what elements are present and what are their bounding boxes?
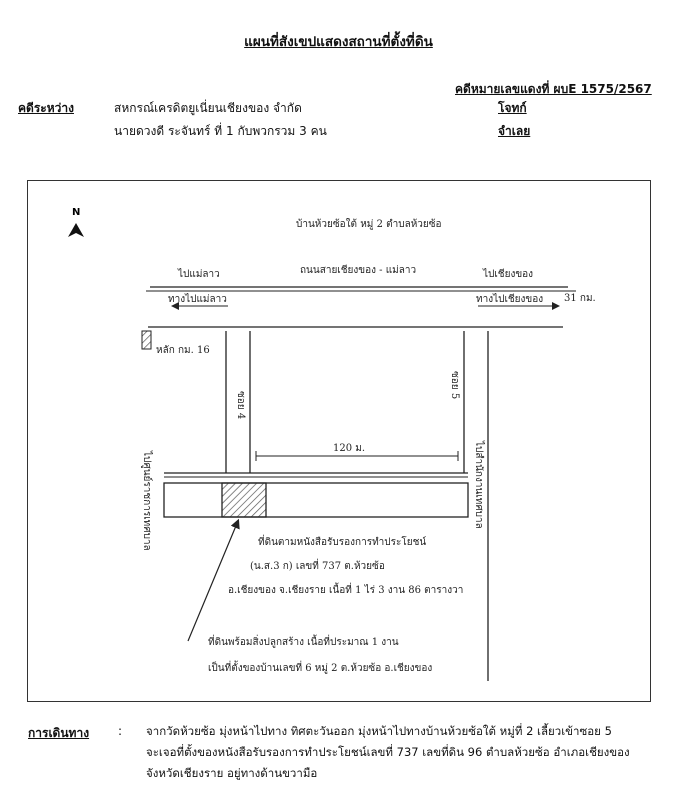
directions-text bbox=[146, 721, 646, 784]
pointer-arrow-icon bbox=[188, 521, 238, 641]
page-title: แผนที่สังเขปแสดงสถานที่ตั้งที่ดิน bbox=[244, 34, 433, 50]
defendant-role: จำเลย bbox=[498, 124, 531, 138]
directions-line3: จังหวัดเชียงราย อยู่ทางด้านขวามือ bbox=[146, 766, 318, 780]
directions-line1: จากวัดห้วยซ้อ มุ่งหน้าไปทาง ทิศตะวันออก มุ่งหน้าไปทางบ้านห้วยซ้อใต้ หมู่ที่ 2 เลี้ยวเข้าซอย 5 bbox=[146, 724, 612, 738]
house-description-line1: ที่ดินพร้อมสิ่งปลูกสร้าง เนื้อที่ประมาณ 1 งาน bbox=[208, 637, 399, 648]
distance-km-label: 31 กม. bbox=[564, 293, 596, 304]
left-arrow-top-label: ไปแม่ลาว bbox=[178, 269, 220, 280]
parties-label: คดีระหว่าง bbox=[18, 101, 74, 115]
case-number: คดีหมายเลขแดงที่ ผบE 1575/2567 bbox=[455, 82, 652, 96]
directions-line2: จะเจอที่ตั้งของหนังสือรับรองการทำประโยชน์เลขที่ 737 เลขที่ดิน 96 ตำบลห้วยซ้อ อำเภอเชียงของ bbox=[146, 745, 630, 759]
land-plot-hatched bbox=[222, 483, 266, 517]
village-label: บ้านห้วยซ้อใต้ หมู่ 2 ตำบลห้วยซ้อ bbox=[296, 219, 442, 230]
land-description-line1: ที่ดินตามหนังสือรับรองการทำประโยชน์ bbox=[258, 537, 427, 548]
left-place-label: ไปศูนย์ราชการเทศบาล bbox=[141, 451, 152, 551]
directions-colon: : bbox=[118, 724, 123, 738]
land-plot-outline bbox=[164, 483, 468, 517]
left-arrow-bottom-label: ทางไปแม่ลาว bbox=[168, 294, 227, 305]
defendant-name: นายดวงดี ระจันทร์ ที่ 1 กับพวกรวม 3 คน bbox=[114, 124, 327, 138]
sketch-map-drawing bbox=[28, 181, 650, 701]
right-arrow-bottom-label: ทางไปเชียงของ bbox=[476, 294, 544, 305]
sketch-map bbox=[27, 180, 651, 702]
land-description-line3: อ.เชียงของ จ.เชียงราย เนื้อที่ 1 ไร่ 3 งาน 86 ตารางวา bbox=[228, 585, 464, 596]
plaintiff-role: โจทก์ bbox=[498, 101, 527, 115]
main-road-label: ถนนสายเชียงของ - แม่ลาว bbox=[300, 265, 417, 276]
right-arrow-top-label: ไปเชียงของ bbox=[483, 269, 534, 280]
distance-m-label: 120 ม. bbox=[333, 443, 366, 454]
north-arrow-icon bbox=[68, 223, 84, 237]
house-description-line2: เป็นที่ตั้งของบ้านเลขที่ 6 หมู่ 2 ต.ห้วยซ้อ อ.เชียงของ bbox=[208, 663, 433, 674]
right-place-label: ไปสำนักงานเทศบาล bbox=[473, 441, 484, 529]
milestone-label: หลัก กม. 16 bbox=[156, 345, 210, 356]
north-label: N bbox=[72, 207, 81, 218]
plaintiff-name: สหกรณ์เครดิตยูเนี่ยนเชียงของ จำกัด bbox=[114, 101, 302, 115]
directions-label: การเดินทาง bbox=[28, 726, 90, 740]
land-description-line2: (น.ส.3 ก) เลขที่ 737 ต.ห้วยซ้อ bbox=[250, 561, 385, 572]
milestone-marker-icon bbox=[142, 331, 151, 349]
soi-right-label: ซอย 5 bbox=[449, 371, 460, 400]
soi-left-label: ซอย 4 bbox=[235, 391, 246, 420]
